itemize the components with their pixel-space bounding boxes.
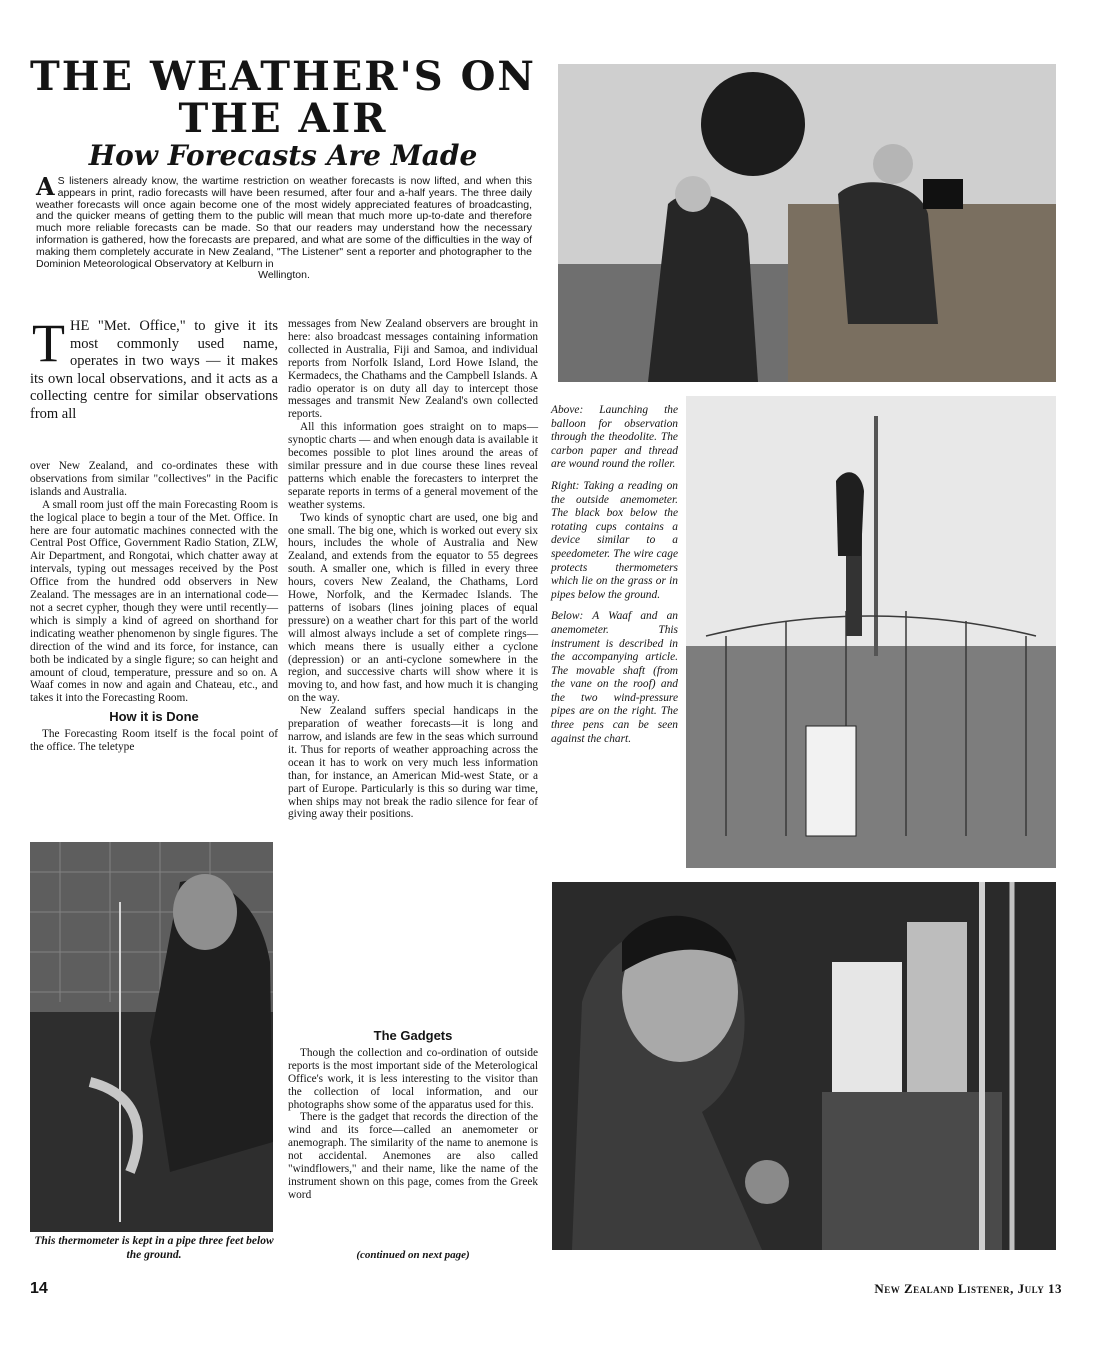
headline-line-1: THE WEATHER'S ON [30,53,536,100]
photo-balloon-art [558,64,1056,382]
subheadline: How Forecasts Are Made [88,139,478,172]
col2-paragraph: messages from New Zealand observers are brought in here: also broadcast messages containing information collected in Australia, Fiji and Samoa, and individual reports from Norfolk Island, Lord Howe Island, the Kermadecs, the Chathams and the Campbell Islands. A radio operator is on duty all day to intercept those messages and transmit New Zealand's own collected reports. [288,318,538,421]
caption-right: Right: Taking a reading on the outside anemometer. The black box below the rotating cups contains a device similar to a speedometer. The wire cage protects thermometers which lie on the grass or in pipes below the ground. [551,479,678,601]
col2-paragraph: All this information goes straight on to maps—synoptic charts — and when enough data is available it becomes possible to plot lines around the areas of similar pressure and in due course these lines reveal patterns which enable the forecasters to interpret the separate reports in terms of a general movement of the weather systems. [288,421,538,511]
photo-anemometer-art [686,396,1056,868]
photo-captions [551,404,678,754]
column-2 [288,318,538,821]
photo-thermometer-art [30,842,273,1232]
photo-waaf-art [552,882,1056,1250]
photo-thermometer [30,842,273,1232]
column-1 [30,460,278,754]
continued-note: (continued on next page) [356,1249,470,1261]
col1-paragraph: A small room just off the main Forecasting Room is the logical place to begin a tour of the Met. Office. In here are four automatic machines connected with the Central Post Office, Government Radio Station, ZLW, Air Department, and Rongotai, which chatter away at intervals, typing out messages received by the Post Office from the hundred odd observers in New Zealand. The messages are in an international code—not a secret cypher, though they were until recently—which is simply a kind of agreed on shorthand for indicating weather phenomenon by single figures. The direction of the wind and its force, for instance, can both be indicated by a single figure; so can height and amount of cloud, temperature, pressure and so on. A Waaf comes in now and again and Chateau, etc., and takes it into the Forecasting Room. [30,498,278,705]
caption-thermometer: This thermometer is kept in a pipe three feet below the ground. [34,1235,274,1261]
intro-text: S listeners already know, the wartime restriction on weather forecasts is now lifted, and when this appears in print, radio forecasts will have been resumed, after four and a-half years. The three daily weather forecasts will once again become one of the most widely appreciated features of broadcasting, and the quicker means of getting them to the public will mean that much more up-to-date and therefore much more reliable forecasts can be made. So that our readers may understand how the necessary information is gathered, how the forecasts are prepared, and what are some of the difficulties in the way of making them completely accurate in New Zealand, "The Listener" sent a reporter and photographer to the Dominion Meteorological Observatory at Kelburn in [36,175,532,270]
photo-waaf-anemometer [552,882,1056,1250]
intro-dropcap: A [36,172,55,201]
headline-line-2: THE AIR [178,95,388,142]
lead-paragraph [30,313,278,423]
intro-paragraph [36,172,532,282]
caption-below: Below: A Waaf and an anemometer. This instrument is described in the accompanying article. The movable shaft (from the vane on the roof) and the two wind-pressure pipes are on the right. The three pens can be seen against the chart. [551,610,678,745]
col1-paragraph: The Forecasting Room itself is the focal point of the office. The teletype [30,728,278,754]
intro-last-line: Wellington. [258,269,310,282]
lead-dropcap: T [32,313,65,373]
col2-paragraph: Two kinds of synoptic chart are used, one big and one small. The big one, which is worked out every six hours, includes the whole of Australia and New Zealand, and extends from the equator to 55 degrees south. A smaller one, which is filled in every three hours, covers New Zealand, the Chathams, Lord Howe, Norfolk, and the Kermadec Islands. The patterns of isobars (lines joining places of equal pressure) on a weather chart for this part of the world will almost always include a set of complete rings—which means there is usually either a cyclone (depression) or an anti-cyclone somewhere in the region, and successive charts will show where it is moving to, and how fast, and how much it is changing on the way. [288,511,538,705]
section-heading-how: How it is Done [109,709,199,725]
column-2-continued [288,1030,538,1202]
col2-paragraph: Though the collection and co-ordination of outside reports is the most important side of the Meterological Office's work, it is less interesting to the visitor than the collection of local information, and our photographs show some of the apparatus used for this. [288,1046,538,1111]
page-number: 14 [30,1280,48,1297]
photo-balloon-launch [558,64,1056,382]
photo-outside-anemometer [686,396,1056,868]
lead-text: HE "Met. Office," to give it its most commonly used name, operates in two ways — it makes its own local observations, and it acts as a collecting centre for similar observations from all [30,318,278,422]
col2-paragraph: There is the gadget that records the direction of the wind and its force—called an anemometer or anemograph. The similarity of the name to anemone is not accidental. Anemones are also called "windflowers," and their name, like the name of the instrument shown on this page, comes from the Greek word [288,1111,538,1201]
col2-paragraph: New Zealand suffers special handicaps in the preparation of weather forecasts—it is long and narrow, and islands are few in the seas which surround it. Thus for reports of weather approaching across the ocean it has to work on very much less information than, for instance, an American Mid-west State, or a part of Europe. Particularly is this so during war time, when ships may not break the radio silence for fear of giving away their positions. [288,705,538,821]
publication-footer: New Zealand Listener, July 13 [874,1281,1062,1296]
caption-above: Above: Launching the balloon for observation through the theodolite. The carbon paper and thread are wound round the roller. [551,404,678,471]
col1-paragraph: over New Zealand, and co-ordinates these with observations from similar "collectives" in the Pacific islands and Australia. [30,460,278,498]
section-heading-gadgets: The Gadgets [373,1028,453,1043]
